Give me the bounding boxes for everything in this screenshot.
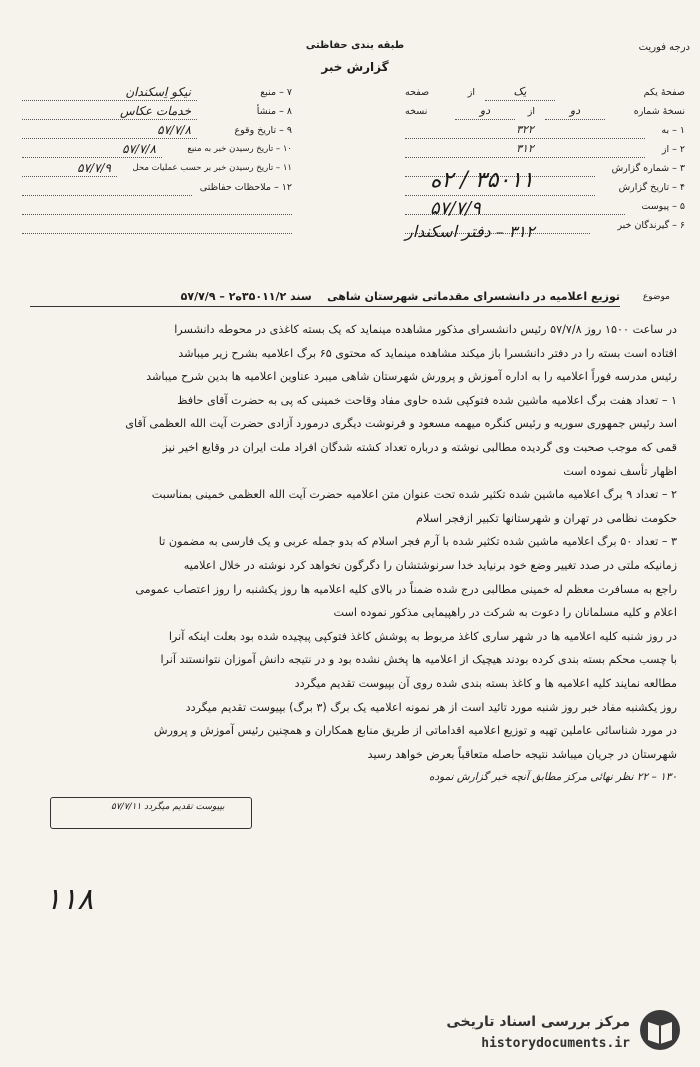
- field-operations-date: [22, 161, 292, 180]
- body-line: اعلام و کلیه مسلمانان را دعوت به شرکت در راهپیمایی مذکور نموده است: [333, 606, 677, 620]
- body-line: شهرستان در جریان میباشد نتیجه حاصله متعاقباً بعرض خواهد رسید: [367, 747, 677, 761]
- field-origin: [22, 104, 292, 123]
- field-label: ۶ – گیرندگان خبر: [617, 220, 685, 231]
- body-line: با چسب محکم بسته بندی کرده بودند هیچیک از اعلامیه ها پخش نشده بود و در نتیجه دانش آموزان نتوانستند آنرا: [160, 653, 677, 667]
- field-mid: از: [527, 106, 535, 117]
- field-value: یک: [485, 85, 555, 101]
- field-received-date: [22, 142, 292, 161]
- urgency-label: درجه فوریت: [638, 42, 690, 53]
- field-page: [405, 85, 685, 104]
- body-line-note: ۱۳۰ – ۲۲ نظر نهائی مرکز مطابق آنچه خبر گزارش نموده: [428, 771, 677, 784]
- field-value: خدمات عکاس: [22, 104, 197, 120]
- field-end: نسخه: [405, 106, 428, 117]
- field-value: [22, 180, 192, 196]
- field-value-2: دو: [455, 104, 515, 120]
- body-line: رئیس مدرسه فوراً اعلامیه را به اداره آموزش و پرورش شهرستان شاهی میبرد عناوین اعلامیه ها بدین شرح میباشد: [146, 370, 677, 384]
- subject-label: موضوع: [642, 292, 670, 302]
- body-line: اسد رئیس جمهوری سوریه و رئیس کنگره میهمه مسعود و فرنوشت دیگری درمورد آزادی حضرت آیت الله العظمی آقای: [125, 417, 677, 431]
- footer-watermark: [420, 1004, 690, 1060]
- body-line: ۲ – تعداد ۹ برگ اعلامیه ماشین شده تکثیر شده تحت عنوان متن اعلامیه حضرت آیت الله العظمی خمینی بمناسبت: [151, 488, 677, 502]
- report-body: [22, 318, 677, 790]
- body-line: ۱ – تعداد هفت برگ اعلامیه ماشین شده فتوکپی شده حاوی مفاد وقاحت خمینی که پی به حضرت آقای حافظ: [177, 393, 677, 407]
- field-value: ۵۷/۷/۸: [22, 123, 197, 139]
- body-line: راجع به مسافرت معظم له خمینی مطالبی درج شده ضمناً در بالای کلیه اعلامیه ها روز یکشنبه را روز اعتصاب عمومی: [135, 582, 677, 596]
- org-name: مرکز بررسی اسناد تاریخی: [446, 1014, 630, 1030]
- field-label: نسخهٔ شماره: [633, 106, 685, 117]
- body-line: زمانیکه ملتی در صدد تغییر وضع خود برنیاید خدا سرنوشتشان را دگرگون نخواهد کرد نوشته در خلال اعلامیه: [183, 558, 677, 572]
- body-line: افتاده است بسته را در دفتر دانشسرا باز میکند مشاهده مینماید که محتوی ۶۵ برگ اعلامیه بشرح زیر میباشد: [178, 346, 677, 360]
- field-to: [405, 123, 685, 142]
- field-label: ۱۲ – ملاحظات حفاظتی: [199, 182, 292, 193]
- field-label: ۱۰ – تاریخ رسیدن خبر به منبع: [187, 144, 292, 154]
- field-value: ۳۲۲: [405, 123, 645, 139]
- left-fields: [22, 85, 292, 237]
- book-logo-icon: [638, 1008, 682, 1052]
- field-label: ۷ – منبع: [260, 87, 292, 98]
- field-label: ۴ – تاریخ گزارش: [618, 182, 685, 193]
- field-value: ۵۷/۷/۹: [22, 161, 117, 177]
- field-label: ۹ – تاریخ وقوع: [234, 125, 292, 136]
- field-value: دو: [545, 104, 605, 120]
- field-label: ۲ – از: [661, 144, 685, 155]
- body-line: در روز شنبه کلیه اعلامیه ها در شهر ساری کاغذ مربوط به پوشش کاغذ فتوکپی پیچیده شده بود بعلت اینکه آنرا: [168, 629, 677, 643]
- field-copy: [405, 104, 685, 123]
- handwritten-recipients: ۳۱۲ – دفتر اسکندار: [405, 222, 535, 241]
- subject-text: [30, 290, 620, 307]
- field-value: ۵۷/۷/۸: [22, 142, 162, 158]
- site-url: historydocuments.ir: [481, 1036, 630, 1051]
- blank-line: [22, 199, 292, 218]
- stamp-text: بپیوست تقدیم میگردد ۵۷/۷/۱۱: [111, 802, 225, 812]
- page-number: ۱۱۸: [45, 882, 94, 917]
- field-mid: از: [467, 87, 475, 98]
- body-line: اظهار تأسف نموده است: [563, 464, 677, 478]
- handwritten-report-number: ۳۵۰۱۱ / ۲ه: [430, 168, 534, 193]
- field-label: ۱ – به: [661, 125, 685, 136]
- body-line: روز یکشنبه مفاد خبر روز شنبه مورد تائید است از هر نمونه اعلامیه یک برگ (۳ برگ) بپیوست تقدیم میگردد: [185, 700, 677, 714]
- field-label: صفحهٔ یکم: [643, 87, 685, 98]
- blank-line: [22, 218, 292, 237]
- field-occurrence-date: [22, 123, 292, 142]
- body-line: در مورد شناسائی عاملین تهیه و توزیع اعلامیه اقداماتی از طریق منابع همکاران و همچنین رئیس آموزش و پرورش: [153, 724, 677, 738]
- field-value: نیکو اِسکندان: [22, 85, 197, 101]
- body-line: قمی که موجب صحبت وی گردیده مطالبی نوشته و درباره تعداد کشته شدگان افراد ملت ایران در وقایع اخیر نیز: [162, 440, 677, 454]
- subject-title: توزیع اعلامیه در دانشسرای مقدماتی شهرستان شاهی: [327, 290, 620, 303]
- handwritten-report-date: ۵۷/۷/۹: [430, 198, 481, 219]
- received-stamp: [50, 797, 252, 829]
- body-line: حکومت نظامی در تهران و شهرستانها تکبیر ازفجر اسلام: [416, 511, 677, 525]
- field-from: [405, 142, 685, 161]
- body-line: در ساعت ۱۵۰۰ روز ۵۷/۷/۸ رئیس دانشسرای مذکور مشاهده مینماید که یک بسته کاغذی در محوطه دانشسرا: [174, 323, 677, 336]
- classification-label: طبقه بندی حفاظتی: [305, 40, 405, 51]
- field-source: [22, 85, 292, 104]
- body-line: مطالعه نمایند کلیه اعلامیه ها و کاغذ بسته بندی شده روی آن بپیوست تقدیم میگردد: [294, 676, 677, 690]
- field-label: ۸ – منشأ: [256, 106, 292, 117]
- field-security-notes: [22, 180, 292, 199]
- field-end: صفحه: [405, 87, 430, 98]
- field-label: ۱۱ – تاریخ رسیدن خبر بر حسب عملیات محل: [132, 163, 292, 173]
- field-value: ۳۱۲: [405, 142, 645, 158]
- subject-ref: سند ۳۵۰۱۱/۲ه۲ – ۵۷/۷/۹: [180, 290, 312, 303]
- field-label: ۵ – پیوست: [641, 201, 685, 212]
- field-label: ۳ – شماره گزارش: [611, 163, 685, 174]
- report-title: گزارش خبر: [321, 60, 389, 74]
- body-line: ۳ – تعداد ۵۰ برگ اعلامیه ماشین شده تکثیر شده با آرم فجر اسلام که بدو جمله عربی و یک فارسی به مضمون تا: [158, 535, 677, 549]
